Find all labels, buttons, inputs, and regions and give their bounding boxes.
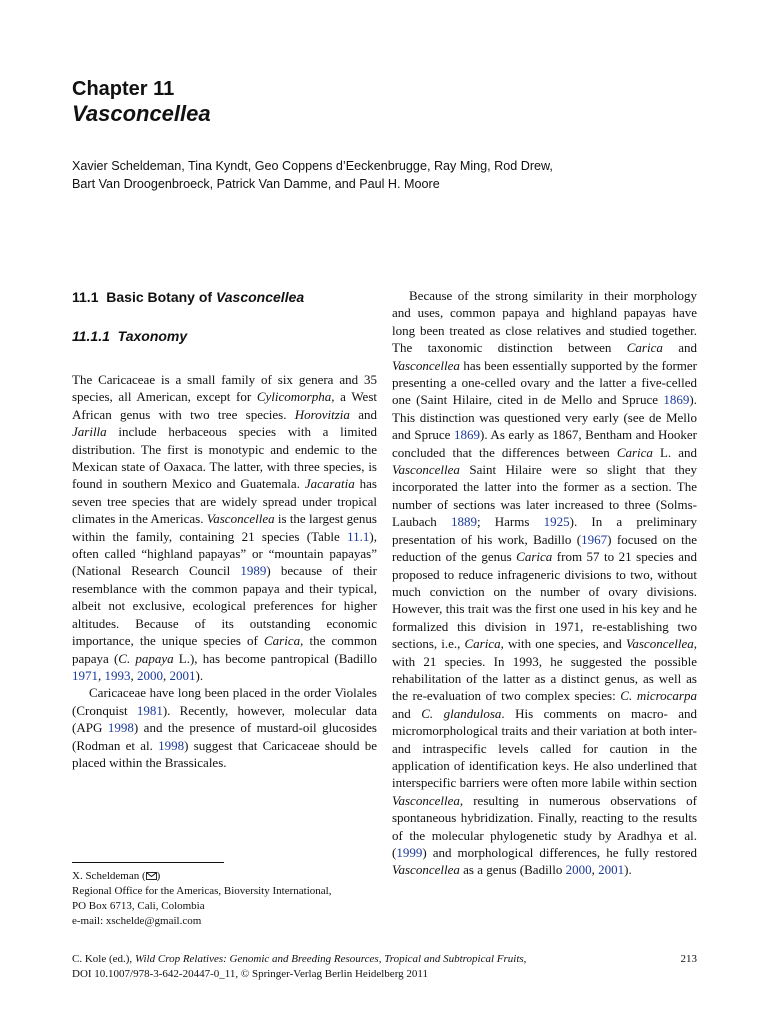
italic-term: Carica: [516, 549, 553, 565]
citation-line: [72, 952, 697, 967]
right-column: [392, 287, 697, 879]
text-run: , resulting in numerous observations of spontaneous hybridization. Finally, reacting to the results of the molecular phylogenetic study by Aradhya et al. (: [392, 792, 697, 860]
paragraph: [392, 287, 697, 879]
footnote-address: PO Box 6713, Cali, Colombia: [72, 900, 205, 912]
italic-term: Carica: [616, 444, 653, 460]
citation-link[interactable]: 2000: [137, 667, 163, 683]
text-run: , with 21 species. In 1993, he suggested the possible rehabilitation of the latter as a distinct genus, as well as the re-evaluation of two complex species:: [392, 636, 697, 704]
citation-link[interactable]: 1989: [240, 563, 267, 579]
footnote-email: e-mail: xschelde@gmail.com: [72, 915, 202, 927]
citation-link[interactable]: 1889: [450, 514, 477, 530]
text-run: ). Recently, however, molecular data (APG: [72, 702, 377, 736]
citation-book-title: Wild Crop Relatives: Genomic and Breeding Resources, Tropical and Subtropical Fruits: [134, 953, 524, 965]
text-run: has been essentially supported by the former presenting a one-celled ovary and the latter a five-celled one (Saint Hilaire, cited in de Mello and Spruce: [392, 357, 697, 408]
text-run: . His comments on macro- and micromorphological traits and their variation at both inter- and intraspecific levels called for caution in the application of identification keys. He also underlined that interspecific barriers were often more labile within section: [392, 705, 697, 791]
citation-link[interactable]: 1981: [136, 702, 163, 718]
text-run: and: [392, 705, 422, 721]
text-run: ; Harms: [476, 514, 544, 530]
citation-link[interactable]: 1993: [104, 667, 131, 683]
text-run: ). As early as 1867, Bentham and Hooker concluded that the differences between: [392, 427, 697, 460]
italic-term: Horovitzia: [294, 406, 350, 422]
italic-term: Vasconcellea: [392, 862, 460, 878]
text-run: is the largest genus within the family, containing 21 species (Table: [72, 511, 377, 544]
author-list: [72, 157, 672, 193]
section-heading-text: 11.1 Basic Botany of: [72, 289, 216, 305]
section-heading-genus: Vasconcellea: [215, 289, 305, 305]
citation-link[interactable]: 2000: [565, 862, 592, 878]
text-run: , a West African genus with two tree species.: [72, 389, 377, 422]
citation-link[interactable]: 1999: [396, 845, 423, 860]
footnote-name-close: ): [156, 870, 161, 882]
italic-term: Carica: [626, 340, 663, 356]
footnote-affiliation: Regional Office for the Americas, Bioversity International,: [72, 885, 332, 897]
italic-term: Carica: [464, 636, 501, 652]
citation-prefix: C. Kole (ed.),: [72, 953, 135, 965]
citation-link[interactable]: 1998: [158, 737, 185, 753]
text-run: ) and morphological differences, he fully restored: [422, 845, 697, 860]
text-run: as a genus (Badillo: [459, 862, 566, 878]
citation-link[interactable]: 1967: [581, 531, 608, 547]
text-run: , with one species, and: [500, 636, 626, 652]
text-run: Because of the strong similarity in their morphology and uses, common papaya and highland papayas have long been treated as close relatives and studied together. The taxonomic distinction between: [392, 288, 697, 356]
italic-term: C. microcarpa: [620, 688, 697, 704]
text-run: ).: [624, 862, 632, 878]
text-run: ). This distinction was questioned very early (see de Mello and Spruce: [392, 392, 697, 443]
italic-term: Vasconcellea: [392, 462, 460, 478]
text-run: and: [349, 406, 377, 422]
text-run: ,: [163, 667, 170, 683]
text-run: ,: [98, 667, 105, 683]
citation-link[interactable]: 2001: [169, 667, 196, 683]
left-column: [72, 371, 377, 771]
citation-link[interactable]: 1869: [454, 427, 480, 443]
italic-term: Vasconcellea: [625, 636, 694, 652]
italic-term: Vasconcellea: [206, 511, 275, 527]
text-run: ) suggest that Caricaceae should be placed within the Brassicales.: [72, 737, 378, 770]
italic-term: Vasconcellea: [392, 792, 460, 808]
italic-term: Cylicomorpha: [256, 389, 332, 405]
chapter-title: Vasconcellea: [72, 101, 211, 126]
italic-term: C. papaya: [118, 650, 174, 666]
italic-term: Jarilla: [72, 424, 107, 440]
text-run: ) focused on the reduction of the genus: [392, 531, 697, 565]
text-run: ) and the presence of mustard-oil glucosides (Rodman et al.: [72, 720, 377, 753]
chapter-label: Chapter 11: [72, 78, 175, 100]
text-run: ), often called “highland papayas” or “mountain papayas” (National Research Council: [72, 528, 377, 579]
citation-suffix: ,: [523, 953, 527, 965]
text-run: ).: [195, 667, 204, 683]
italic-term: Carica: [263, 633, 301, 649]
citation-link[interactable]: 2001: [598, 862, 625, 878]
author-line: Bart Van Droogenbroeck, Patrick Van Damme, and Paul H. Moore: [72, 177, 440, 191]
footnote-name: X. Scheldeman (: [72, 870, 146, 882]
text-run: ,: [130, 667, 137, 683]
paragraph: [72, 684, 377, 771]
footnote-divider: [72, 862, 224, 863]
citation-link[interactable]: 1971: [72, 667, 98, 683]
text-run: L. and: [652, 444, 697, 460]
citation-link[interactable]: 1998: [107, 720, 134, 736]
page-number: 213: [680, 953, 697, 965]
text-run: has seven tree species that are widely spread under tropical climates in the Americas.: [72, 476, 377, 527]
text-run: include herbaceous species with a limited distribution. The first is monotypic and endemic to the Mexican state of Oaxaca. The latter, with three species, is found in southern Mexico and Guatemala.: [72, 424, 377, 492]
text-run: Saint Hilaire were so slight that they incorporated the latter into the former as a section. The number of sections was later increased to three (Solms-Laubach: [392, 462, 697, 530]
italic-term: Vasconcellea: [392, 357, 460, 373]
text-run: from 57 to 21 species and proposed to reduce infrageneric divisions to two, without much conviction on the number of ovary divisions. However, this trait was the first one used in his key and he formalized this division in 1971, re-establishing two sections, i.e.,: [392, 549, 697, 652]
citation-link[interactable]: 1869: [663, 392, 690, 408]
italic-term: C. glandulosa: [421, 705, 502, 721]
text-run: The Caricaceae is a small family of six genera and 35 species, all American, except for: [72, 372, 377, 405]
page-footer: [72, 952, 697, 982]
text-run: ) because of their resemblance with the common papaya and their typical, albeit not exclusive, ecological preferences for higher altitudes. Because of its outstanding economic importance, the unique species of: [72, 563, 377, 649]
author-footnote: [72, 869, 382, 929]
text-run: L.), has become pantropical (Badillo: [173, 650, 377, 666]
text-run: ). In a preliminary presentation of his work, Badillo (: [392, 514, 697, 547]
italic-term: Jacaratia: [304, 476, 355, 492]
citation-link[interactable]: 1925: [543, 514, 570, 530]
citation-link[interactable]: 11.1: [347, 528, 370, 544]
envelope-icon[interactable]: [146, 872, 157, 880]
text-run: Caricaceae have long been placed in the order Violales (Cronquist: [72, 685, 377, 718]
doi-line: DOI 10.1007/978-3-642-20447-0_11, © Springer-Verlag Berlin Heidelberg 2011: [72, 968, 428, 980]
footnote-name-line: [72, 869, 382, 884]
text-run: ,: [591, 862, 599, 878]
text-run: , the common papaya (: [72, 633, 377, 666]
paragraph: [72, 371, 377, 684]
author-line: Xavier Scheldeman, Tina Kyndt, Geo Coppens d’Eeckenbrugge, Ray Ming, Rod Drew,: [72, 159, 553, 173]
section-heading: [72, 289, 304, 305]
text-run: and: [662, 340, 697, 356]
subsection-heading: 11.1.1 Taxonomy: [72, 328, 188, 344]
